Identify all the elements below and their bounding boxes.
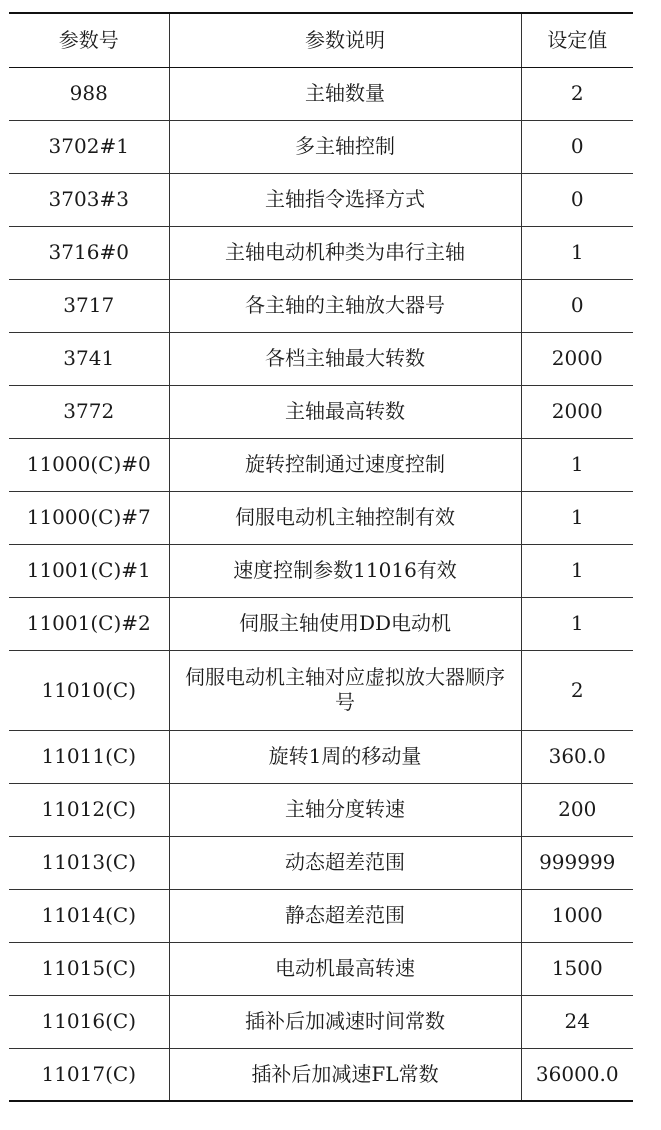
- table-row: [9, 438, 633, 491]
- table-header: [9, 13, 633, 67]
- value-cell: 1: [521, 544, 633, 597]
- param-no-cell: 11001(C)#2: [9, 597, 169, 650]
- table-row: [9, 173, 633, 226]
- param-no-cell: 11010(C): [9, 650, 169, 730]
- value-cell: 1: [521, 491, 633, 544]
- param-no-cell: 3741: [9, 332, 169, 385]
- param-no-cell: 11001(C)#1: [9, 544, 169, 597]
- value-cell: 200: [521, 783, 633, 836]
- value-cell: 0: [521, 120, 633, 173]
- table-row: [9, 491, 633, 544]
- table-row: [9, 1048, 633, 1101]
- param-no-cell: 11015(C): [9, 942, 169, 995]
- param-no-cell: 3702#1: [9, 120, 169, 173]
- param-no-cell: 11011(C): [9, 730, 169, 783]
- param-no-cell: 11013(C): [9, 836, 169, 889]
- value-cell: 0: [521, 173, 633, 226]
- description-cell: 伺服电动机主轴对应虚拟放大器顺序号: [169, 650, 521, 730]
- param-no-cell: 3772: [9, 385, 169, 438]
- table-row: [9, 597, 633, 650]
- table-row: [9, 650, 633, 730]
- param-no-cell: 3703#3: [9, 173, 169, 226]
- description-cell: 各主轴的主轴放大器号: [169, 279, 521, 332]
- header-description: 参数说明: [169, 13, 521, 67]
- table-row: [9, 783, 633, 836]
- description-cell: 主轴最高转数: [169, 385, 521, 438]
- param-no-cell: 11016(C): [9, 995, 169, 1048]
- value-cell: 360.0: [521, 730, 633, 783]
- description-cell: 速度控制参数11016有效: [169, 544, 521, 597]
- description-cell: 动态超差范围: [169, 836, 521, 889]
- value-cell: 1000: [521, 889, 633, 942]
- parameter-table: [9, 12, 633, 1102]
- description-cell: 主轴数量: [169, 67, 521, 120]
- value-cell: 1: [521, 226, 633, 279]
- param-no-cell: 11000(C)#7: [9, 491, 169, 544]
- value-cell: 2: [521, 650, 633, 730]
- value-cell: 2000: [521, 332, 633, 385]
- param-no-cell: 11012(C): [9, 783, 169, 836]
- description-cell: 主轴分度转速: [169, 783, 521, 836]
- table-row: [9, 332, 633, 385]
- value-cell: 36000.0: [521, 1048, 633, 1101]
- description-cell: 主轴电动机种类为串行主轴: [169, 226, 521, 279]
- table-row: [9, 995, 633, 1048]
- table-row: [9, 226, 633, 279]
- value-cell: 1: [521, 597, 633, 650]
- header-param-no: 参数号: [9, 13, 169, 67]
- header-row: [9, 13, 633, 67]
- table-row: [9, 889, 633, 942]
- param-no-cell: 11017(C): [9, 1048, 169, 1101]
- table-row: [9, 942, 633, 995]
- table-row: [9, 544, 633, 597]
- description-cell: 旋转1周的移动量: [169, 730, 521, 783]
- description-cell: 多主轴控制: [169, 120, 521, 173]
- value-cell: 1: [521, 438, 633, 491]
- table-row: [9, 836, 633, 889]
- value-cell: 0: [521, 279, 633, 332]
- table-row: [9, 120, 633, 173]
- table-row: [9, 730, 633, 783]
- value-cell: 999999: [521, 836, 633, 889]
- param-no-cell: 11000(C)#0: [9, 438, 169, 491]
- value-cell: 1500: [521, 942, 633, 995]
- param-no-cell: 11014(C): [9, 889, 169, 942]
- description-cell: 各档主轴最大转数: [169, 332, 521, 385]
- description-cell: 伺服主轴使用DD电动机: [169, 597, 521, 650]
- description-cell: 静态超差范围: [169, 889, 521, 942]
- param-no-cell: 3717: [9, 279, 169, 332]
- description-cell: 电动机最高转速: [169, 942, 521, 995]
- table-row: [9, 67, 633, 120]
- description-cell: 主轴指令选择方式: [169, 173, 521, 226]
- description-cell: 旋转控制通过速度控制: [169, 438, 521, 491]
- header-value: 设定值: [521, 13, 633, 67]
- table-row: [9, 279, 633, 332]
- description-cell: 伺服电动机主轴控制有效: [169, 491, 521, 544]
- table-body: [9, 67, 633, 1101]
- param-no-cell: 988: [9, 67, 169, 120]
- value-cell: 24: [521, 995, 633, 1048]
- table-row: [9, 385, 633, 438]
- value-cell: 2000: [521, 385, 633, 438]
- param-no-cell: 3716#0: [9, 226, 169, 279]
- description-cell: 插补后加减速FL常数: [169, 1048, 521, 1101]
- value-cell: 2: [521, 67, 633, 120]
- description-cell: 插补后加减速时间常数: [169, 995, 521, 1048]
